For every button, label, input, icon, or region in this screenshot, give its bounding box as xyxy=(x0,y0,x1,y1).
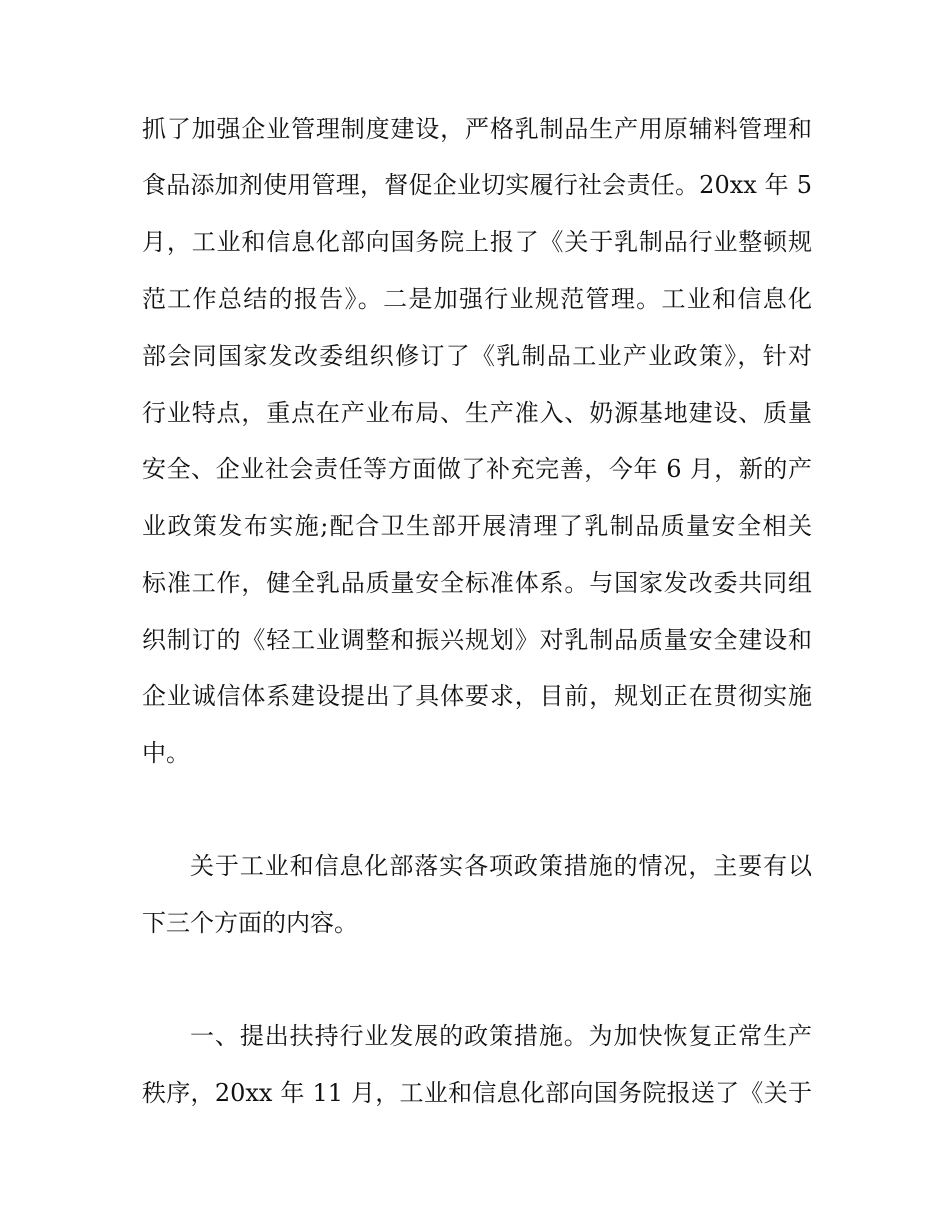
text-line: 企业诚信体系建设提出了具体要求，目前，规划正在贯彻实施 xyxy=(142,682,812,710)
text-line: 范工作总结的报告》。二是加强行业规范管理。工业和信息化 xyxy=(142,285,812,313)
text-line: 秩序，20xx 年 11 月，工业和信息化部向国务院报送了《关于 xyxy=(142,1079,812,1107)
text-line: 一、提出扶持行业发展的政策措施。为加快恢复正常生产 xyxy=(190,1022,812,1050)
text-line: 行业特点，重点在产业布局、生产准入、奶源基地建设、质量 xyxy=(142,399,812,427)
text-line: 部会同国家发改委组织修订了《乳制品工业产业政策》，针对 xyxy=(142,342,812,370)
text-line: 中。 xyxy=(142,739,190,767)
text-line: 关于工业和信息化部落实各项政策措施的情况，主要有以 xyxy=(190,852,812,880)
text-line: 安全、企业社会责任等方面做了补充完善，今年 6 月，新的产 xyxy=(142,455,812,483)
text-line: 抓了加强企业管理制度建设，严格乳制品生产用原辅料管理和 xyxy=(142,115,812,143)
text-line: 标准工作，健全乳品质量安全标准体系。与国家发改委共同组 xyxy=(142,569,812,597)
text-line: 织制订的《轻工业调整和振兴规划》对乳制品质量安全建设和 xyxy=(142,626,812,654)
text-line: 月，工业和信息化部向国务院上报了《关于乳制品行业整顿规 xyxy=(142,228,812,256)
text-line: 下三个方面的内容。 xyxy=(142,909,358,937)
text-line: 食品添加剂使用管理，督促企业切实履行社会责任。20xx 年 5 xyxy=(142,171,812,199)
text-line: 业政策发布实施;配合卫生部开展清理了乳制品质量安全相关 xyxy=(142,512,812,540)
